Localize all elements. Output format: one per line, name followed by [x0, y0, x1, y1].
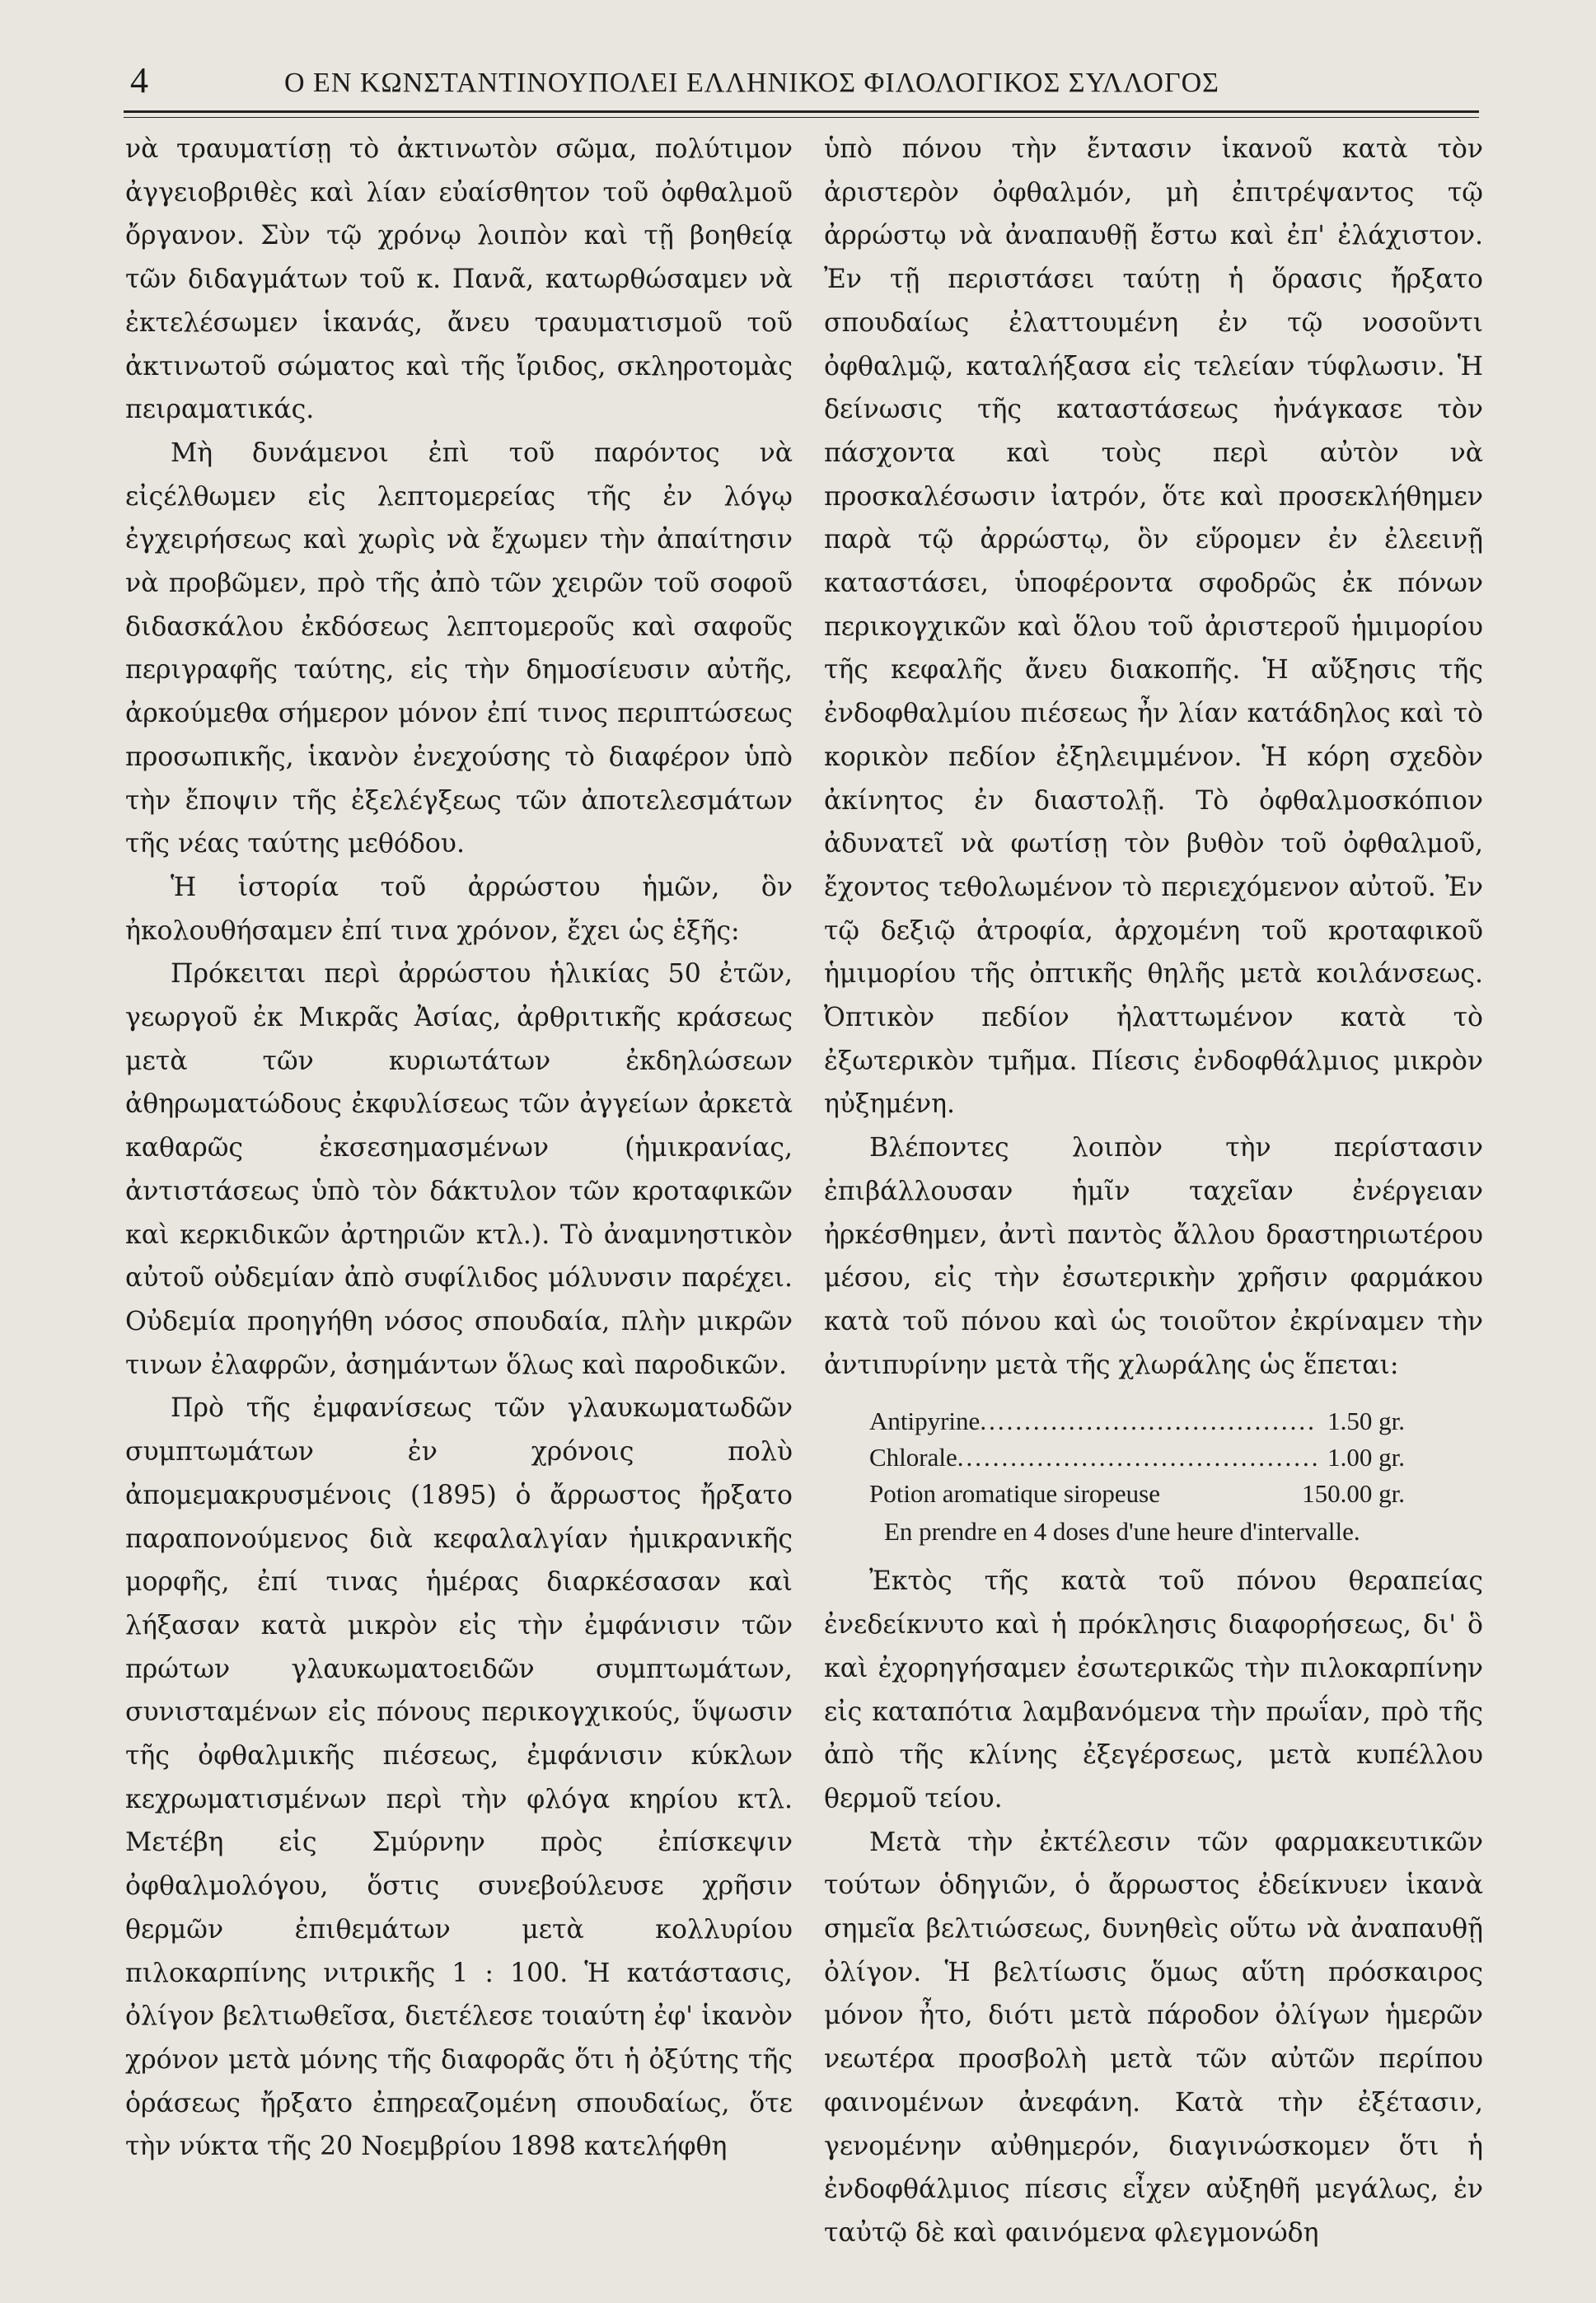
ingredient-name: Potion aromatique siropeuse [869, 1479, 1160, 1509]
ingredient-quantity: 150.00 gr. [1302, 1479, 1405, 1509]
ingredient-quantity: 1.00 gr. [1327, 1443, 1405, 1472]
left-paragraph: νὰ τραυματίσῃ τὸ ἀκτινωτὸν σῶμα, πολύτιμον ἀγγειοβριθὲς καὶ λίαν εὐαίσθητον τοῦ ὀφθαλμοῦ ὄργανον. Σὺν τῷ χρόνῳ λοιπὸν καὶ τῇ βοηθείᾳ τῶν διδαγμάτων τοῦ κ. Πανᾶ, κατωρθώσαμεν νὰ ἐκτελέσωμεν ἱκανάς, ἄνευ τραυματισμοῦ τοῦ ἀκτινωτοῦ σώματος καὶ τῆς ἴριδος, σκληροτομὰς πειραματικάς. [125, 134, 793, 425]
leader-spacer [1160, 1476, 1292, 1512]
ingredient-quantity: 1.50 gr. [1327, 1407, 1405, 1436]
left-paragraph: Ἡ ἱστορία τοῦ ἀρρώστου ἡμῶν, ὃν ἠκολουθήσαμεν ἐπί τινα χρόνον, ἔχει ὡς ἑξῆς: [125, 872, 793, 946]
right-paragraph: Ἐκτὸς τῆς κατὰ τοῦ πόνου θεραπείας ἐνεδείκνυτο καὶ ἡ πρόκλησις διαφορήσεως, δι' ὃ καὶ ἐχορηγήσαμεν ἐσωτερικῶς τὴν πιλοκαρπίνην εἰς καταπότια λαμβανόμενα τὴν πρωΐαν, πρὸ τῆς ἀπὸ τῆς κλίνης ἐξεγέρσεως, μετὰ κυπέλλου θερμοῦ τείου. [824, 1566, 1483, 1814]
ingredient-name: Antipyrine [869, 1407, 981, 1436]
dosage-note: En prendre en 4 doses d'une heure d'intervalle. [884, 1517, 1360, 1547]
left-paragraph: Μὴ δυνάμενοι ἐπὶ τοῦ παρόντος νὰ εἰςέλθωμεν εἰς λεπτομερείας τῆς ἐν λόγῳ ἐγχειρήσεως καὶ χωρὶς νὰ ἔχωμεν τὴν ἀπαίτησιν νὰ προβῶμεν, πρὸ τῆς ἀπὸ τῶν χειρῶν τοῦ σοφοῦ διδασκάλου ἐκδόσεως λεπτομεροῦς καὶ σαφοῦς περιγραφῆς ταύτης, εἰς τὴν δημοσίευσιν αὐτῆς, ἀρκούμεθα σήμερον μόνον ἐπί τινος περιπτώσεως προσωπικῆς, ἱκανὸν ἐνεχούσης τὸ διαφέρον ὑπὸ τὴν ἔποψιν τῆς ἐξελέγξεως τῶν ἀποτελεσμάτων τῆς νέας ταύτης μεθόδου. [125, 438, 793, 859]
running-title: Ο ΕΝ ΚΩΝΣΤΑΝΤΙΝΟΥΠΟΛΕΙ ΕΛΛΗΝΙΚΟΣ ΦΙΛΟΛΟΓΙΚΟΣ ΣΥΛΛΟΓΟΣ [284, 68, 1219, 98]
page-number: 4 [130, 60, 148, 101]
left-column [125, 128, 793, 2169]
page-header [124, 54, 1491, 112]
prescription-row [869, 1476, 1405, 1512]
right-paragraph: ὑπὸ πόνου τὴν ἔντασιν ἱκανοῦ κατὰ τὸν ἀριστερὸν ὀφθαλμόν, μὴ ἐπιτρέψαντος τῷ ἀρρώστῳ νὰ ἀναπαυθῇ ἔστω καὶ ἐπ' ἐλάχιστον. Ἐν τῇ περιστάσει ταύτῃ ἡ ὅρασις ἤρξατο σπουδαίως ἐλαττουμένη ἐν τῷ νοσοῦντι ὀφθαλμῷ, καταλήξασα εἰς τελείαν τύφλωσιν. Ἡ δείνωσις τῆς καταστάσεως ἠνάγκασε τὸν πάσχοντα καὶ τοὺς περὶ αὐτὸν νὰ προσκαλέσωσιν ἰατρόν, ὅτε καὶ προσεκλήθημεν παρὰ τῷ ἀρρώστῳ, ὃν εὕρομεν ἐν ἐλεεινῇ καταστάσει, ὑποφέροντα σφοδρῶς ἐκ πόνων περικογχικῶν καὶ ὅλου τοῦ ἀριστεροῦ ἡμιμορίου τῆς κεφαλῆς ἄνευ διακοπῆς. Ἡ αὔξησις τῆς ἐνδοφθαλμίου πιέσεως ἦν λίαν κατάδηλος καὶ τὸ κορικὸν πεδίον ἐξηλειμμένον. Ἡ κόρη σχεδὸν ἀκίνητος ἐν διαστολῇ. Τὸ ὀφθαλμοσκόπιον ἀδυνατεῖ νὰ φωτίσῃ τὸν βυθὸν τοῦ ὀφθαλμοῦ, ἔχοντος τεθολωμένον τὸ περιεχόμενον αὐτοῦ. Ἐν τῷ δεξιῷ ἀτροφία, ἀρχομένη τοῦ κροταφικοῦ ἡμιμορίου τῆς ὀπτικῆς θηλῆς μετὰ κοιλάνσεως. Ὀπτικὸν πεδίον ἠλαττωμένον κατὰ τὸ ἐξωτερικὸν τμῆμα. Πίεσις ἐνδοφθάλμιος μικρὸν ηὐξημένη. [824, 134, 1483, 1120]
prescription-row [869, 1439, 1405, 1476]
left-paragraph: Πρόκειται περὶ ἀρρώστου ἡλικίας 50 ἐτῶν, γεωργοῦ ἐκ Μικρᾶς Ἀσίας, ἀρθριτικῆς κράσεως μετὰ τῶν κυριωτάτων ἐκδηλώσεων ἀθηρωματώδους ἐκφυλίσεως τῶν ἀγγείων ἀρκετὰ καθαρῶς ἐκσεσημασμένων (ἡμικρανίας, ἀντιστάσεως ὑπὸ τὸν δάκτυλον τῶν κροταφικῶν καὶ κερκιδικῶν ἀρτηριῶν κτλ.). Τὸ ἀναμνηστικὸν αὐτοῦ οὐδεμίαν ἀπὸ συφίλιδος μόλυνσιν παρέχει. Οὐδεμία προηγήθη νόσος σπουδαία, πλὴν μικρῶν τινων ἐλαφρῶν, ἀσημάντων ὅλως καὶ παροδικῶν. [125, 959, 793, 1380]
leader-dots [957, 1439, 1318, 1476]
ingredient-name: Chlorale [869, 1443, 957, 1472]
header-rule-thick [124, 110, 1479, 113]
leader-dots [980, 1403, 1318, 1439]
right-paragraph: Μετὰ τὴν ἐκτέλεσιν τῶν φαρμακευτικῶν τούτων ὁδηγιῶν, ὁ ἄρρωστος ἐδείκνυεν ἱκανὰ σημεῖα βελτιώσεως, δυνηθεὶς οὕτω νὰ ἀναπαυθῇ ὀλίγον. Ἡ βελτίωσις ὅμως αὕτη πρόσκαιρος μόνον ἦτο, διότι μετὰ πάροδον ὀλίγων ἡμερῶν νεωτέρα προσβολὴ μετὰ τῶν αὐτῶν περίπου φαινομένων ἀνεφάνη. Κατὰ τὴν ἐξέτασιν, γενομένην αὐθημερόν, διαγινώσκομεν ὅτι ἡ ἐνδοφθάλμιος πίεσις εἶχεν αὐξηθῆ μεγάλως, ἐν ταὐτῷ δὲ καὶ φαινόμενα φλεγμονώδη [824, 1827, 1483, 2248]
prescription-row [869, 1403, 1405, 1439]
prescription-formula [824, 1403, 1483, 1550]
header-rule-thin [124, 117, 1479, 118]
right-paragraph: Βλέποντες λοιπὸν τὴν περίστασιν ἐπιβάλλουσαν ἡμῖν ταχεῖαν ἐνέργειαν ἠρκέσθημεν, ἀντὶ παντὸς ἄλλου δραστηριωτέρου μέσου, εἰς τὴν ἐσωτερικὴν χρῆσιν φαρμάκου κατὰ τοῦ πόνου καὶ ὡς τοιοῦτον ἐκρίναμεν τὴν ἀντιπυρίνην μετὰ τῆς χλωράλης ὡς ἕπεται: [824, 1133, 1483, 1380]
right-column [824, 128, 1483, 2255]
left-paragraph: Πρὸ τῆς ἐμφανίσεως τῶν γλαυκωματωδῶν συμπτωμάτων ἐν χρόνοις πολὺ ἀπομεμακρυσμένοις (1895) ὁ ἄρρωστος ἤρξατο παραπονούμενος διὰ κεφαλαλγίαν ἡμικρανικῆς μορφῆς, ἐπί τινας ἡμέρας διαρκέσασαν καὶ λήξασαν κατὰ μικρὸν εἰς τὴν ἐμφάνισιν τῶν πρώτων γλαυκωματοειδῶν συμπτωμάτων, συνισταμένων εἰς πόνους περικογχικούς, ὕψωσιν τῆς ὀφθαλμικῆς πιέσεως, ἐμφάνισιν κύκλων κεχρωματισμένων περὶ τὴν φλόγα κηρίου κτλ. Μετέβη εἰς Σμύρνην πρὸς ἐπίσκεψιν ὀφθαλμολόγου, ὅστις συνεβούλευσε χρῆσιν θερμῶν ἐπιθεμάτων μετὰ κολλυρίου πιλοκαρπίνης νιτρικῆς 1 : 100. Ἡ κατάστασις, ὀλίγον βελτιωθεῖσα, διετέλεσε τοιαύτη ἐφ' ἱκανὸν χρόνον μετὰ μόνης τῆς διαφορᾶς ὅτι ἡ ὀξύτης τῆς ὁράσεως ἤρξατο ἐπηρεαζομένη σπουδαίως, ὅτε τὴν νύκτα τῆς 20 Νοεμβρίου 1898 κατελήφθη [125, 1393, 793, 2162]
